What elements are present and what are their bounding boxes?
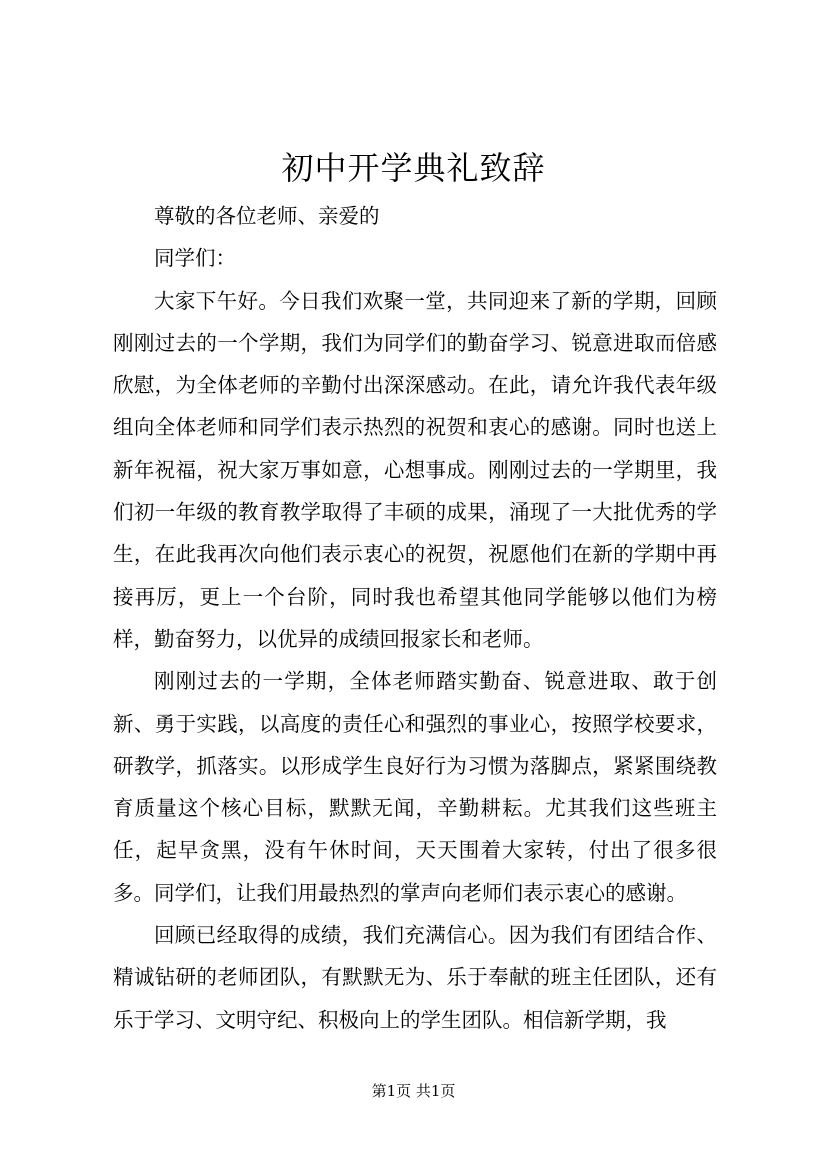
- paragraph-2: 刚刚过去的一学期，全体老师踏实勤奋、锐意进取、敢于创新、勇于实践，以高度的责任心和强烈的事业心，按照学校要求，研教学，抓落实。以形成学生良好行为习惯为落脚点，紧紧围绕教育质量这个核心目标，默默无闻，辛勤耕耘。尤其我们这些班主任，起早贪黑，没有午休时间，天天围着大家转，付出了很多很多。同学们，让我们用最热烈的掌声向老师们表示衷心的感谢。: [113, 669, 717, 905]
- paragraph-3: 回顾已经取得的成绩，我们充满信心。因为我们有团结合作、精诚钻研的老师团队，有默默无为、乐于奉献的班主任团队，还有乐于学习、文明守纪、积极向上的学生团队。相信新学期，我: [113, 923, 717, 1032]
- document-title: 初中开学典礼致辞: [281, 149, 546, 187]
- document-body: [113, 195, 717, 1041]
- salutation-line-2: 同学们：: [154, 246, 236, 271]
- paragraph-1: 大家下午好。今日我们欢聚一堂，共同迎来了新的学期，回顾刚刚过去的一个学期，我们为同学们的勤奋学习、锐意进取而倍感欣慰，为全体老师的辛勤付出深深感动。在此，请允许我代表年级组向全体老师和同学们表示热烈的祝贺和衷心的感谢。同时也送上新年祝福，祝大家万事如意，心想事成。刚刚过去的一学期里，我们初一年级的教育教学取得了丰硕的成果，涌现了一大批优秀的学生，在此我再次向他们表示衷心的祝贺，祝愿他们在新的学期中再接再厉，更上一个台阶，同时我也希望其他同学能够以他们为榜样，勤奋努力，以优异的成绩回报家长和老师。: [113, 288, 717, 651]
- page-footer: 第1页 共1页: [371, 1082, 456, 1100]
- salutation-line-1: 尊敬的各位老师、亲爱的: [154, 204, 380, 228]
